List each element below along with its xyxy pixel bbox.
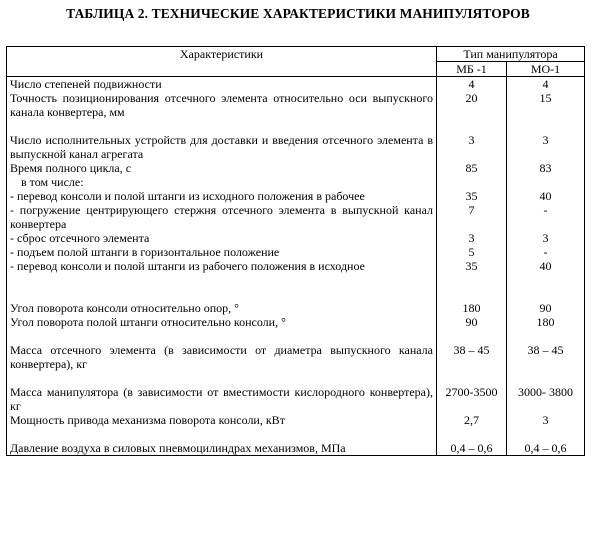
row-mb: 2700-3500 — [437, 385, 507, 413]
row-mo: 3 — [507, 133, 585, 161]
specs-table — [6, 46, 585, 456]
row-name: Время полного цикла, с — [7, 161, 437, 175]
row-mb — [437, 175, 507, 189]
table-row — [7, 189, 585, 203]
row-mb: 20 — [437, 91, 507, 133]
header-col-mb: МБ -1 — [437, 62, 507, 77]
row-name: Масса манипулятора (в зависимости от вместимости кислородного конвертера), кг — [7, 385, 437, 413]
row-mo: 3 — [507, 413, 585, 441]
table-row — [7, 133, 585, 161]
row-mb: 4 — [437, 77, 507, 92]
row-mb: 90 — [437, 315, 507, 343]
row-mo: 0,4 – 0,6 — [507, 441, 585, 456]
row-mo: 15 — [507, 91, 585, 133]
table-row — [7, 385, 585, 413]
row-mb: 3 — [437, 231, 507, 245]
row-mb: 5 — [437, 245, 507, 259]
row-mb: 35 — [437, 189, 507, 203]
row-name: - перевод консоли и полой штанги из исходного положения в рабочее — [7, 189, 437, 203]
row-mo: 38 – 45 — [507, 343, 585, 385]
table-title: ТАБЛИЦА 2. ТЕХНИЧЕСКИЕ ХАРАКТЕРИСТИКИ МАНИПУЛЯТОРОВ — [66, 6, 530, 21]
row-name: Мощность привода механизма поворота консоли, кВт — [7, 413, 437, 441]
header-type-group: Тип манипулятора — [437, 47, 585, 62]
row-mo: 180 — [507, 315, 585, 343]
row-mo: 90 — [507, 301, 585, 315]
header-characteristics: Характеристики — [7, 47, 437, 77]
table-row — [7, 259, 585, 301]
row-mb: 35 — [437, 259, 507, 301]
row-mo: 40 — [507, 259, 585, 301]
row-name: Число степеней подвижности — [7, 77, 437, 92]
table-row — [7, 175, 585, 189]
row-mo: 40 — [507, 189, 585, 203]
row-name: Угол поворота полой штанги относительно консоли, ° — [7, 315, 437, 343]
row-name: Давление воздуха в силовых пневмоцилиндрах механизмов, МПа — [7, 441, 437, 456]
table-row — [7, 231, 585, 245]
row-mo: 83 — [507, 161, 585, 175]
row-name: Угол поворота консоли относительно опор, ° — [7, 301, 437, 315]
row-name: Масса отсечного элемента (в зависимости от диаметра выпускного канала конвертера), кг — [7, 343, 437, 385]
row-name: - подъем полой штанги в горизонтальное положение — [7, 245, 437, 259]
table-row — [7, 413, 585, 441]
table-row — [7, 245, 585, 259]
table-row — [7, 161, 585, 175]
row-mb: 0,4 – 0,6 — [437, 441, 507, 456]
table-row — [7, 441, 585, 456]
table-row — [7, 301, 585, 315]
row-mo: 3 — [507, 231, 585, 245]
row-mo: 3000- 3800 — [507, 385, 585, 413]
table-row — [7, 343, 585, 385]
table-row — [7, 315, 585, 343]
row-mo — [507, 175, 585, 189]
row-mb: 7 — [437, 203, 507, 231]
row-mb: 38 – 45 — [437, 343, 507, 385]
row-mb: 3 — [437, 133, 507, 161]
row-mb: 85 — [437, 161, 507, 175]
table-row — [7, 203, 585, 231]
table-row — [7, 91, 585, 133]
row-name: в том числе: — [7, 175, 437, 189]
row-name: Точность позиционирования отсечного элемента относительно оси выпускного канала конвертера, мм — [7, 91, 437, 133]
row-name: Число исполнительных устройств для доставки и введения отсечного элемента в выпускной канал агрегата — [7, 133, 437, 161]
row-mb: 2,7 — [437, 413, 507, 441]
row-mo: - — [507, 245, 585, 259]
row-name: - сброс отсечного элемента — [7, 231, 437, 245]
row-mb: 180 — [437, 301, 507, 315]
header-col-mo: МО-1 — [507, 62, 585, 77]
table-row — [7, 77, 585, 92]
row-mo: - — [507, 203, 585, 231]
row-mo: 4 — [507, 77, 585, 92]
row-name: - погружение центрирующего стержня отсечного элемента в выпускной канал конвертера — [7, 203, 437, 231]
row-name: - перевод консоли и полой штанги из рабочего положения в исходное — [7, 259, 437, 301]
